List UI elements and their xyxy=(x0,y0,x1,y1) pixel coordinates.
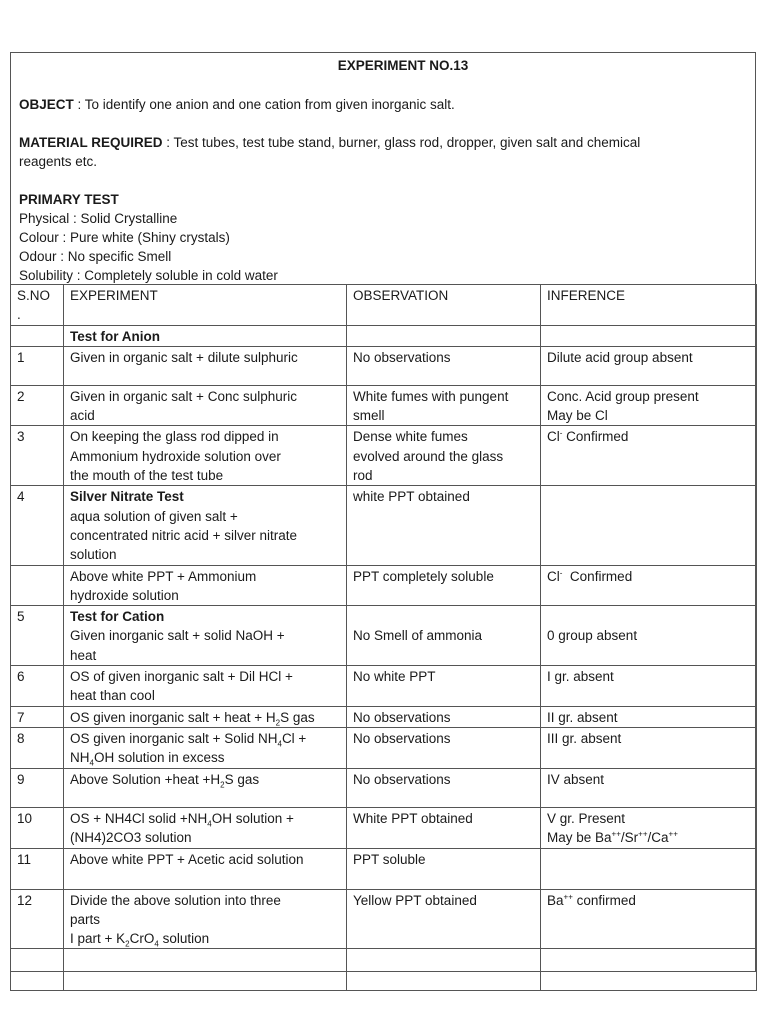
primary-test-block xyxy=(19,190,747,285)
observation-cell: White fumes with pungent smell xyxy=(347,385,541,426)
physical-line: Physical : Solid Crystalline xyxy=(19,211,178,226)
table-row xyxy=(11,606,757,666)
experiment-cell: OS given inorganic salt + heat + $H_2S$ gas xyxy=(64,706,347,727)
observation-cell: PPT soluble xyxy=(347,848,541,889)
table-row xyxy=(11,565,757,606)
table-row xyxy=(11,727,757,768)
table-row xyxy=(11,385,757,426)
experiment-cell: Above white PPT + Ammonium hydroxide solution xyxy=(64,565,347,606)
anion-heading: Test for Anion xyxy=(64,325,347,346)
primary-test-heading: PRIMARY TEST xyxy=(19,192,119,207)
observation-cell: No white PPT xyxy=(347,666,541,707)
sno-cell: 5 xyxy=(11,606,64,666)
object-line xyxy=(19,95,747,114)
sno-cell: 12 xyxy=(11,889,64,949)
object-label: OBJECT xyxy=(19,97,74,112)
observation-cell: Dense white fumes evolved around the glass rod xyxy=(347,426,541,486)
material-line xyxy=(19,133,747,171)
experiment-cell: Silver Nitrate Test aqua solution of given salt + concentrated nitric acid + silver nitrate solution xyxy=(64,486,347,565)
table-row xyxy=(11,426,757,486)
table-header-row xyxy=(11,285,757,326)
inference-cell: III gr. absent xyxy=(541,727,757,768)
sno-cell: 4 xyxy=(11,486,64,565)
experiment-cell: OS + NH4Cl solid $+NH_4OH$ solution + (NH4)2CO3 solution xyxy=(64,807,347,848)
odour-line: Odour : No specific Smell xyxy=(19,249,172,264)
experiment-cell: Given in organic salt + dilute sulphuric xyxy=(64,346,347,385)
table-row xyxy=(11,666,757,707)
observation-cell: white PPT obtained xyxy=(347,486,541,565)
table-row xyxy=(11,768,757,807)
observation-cell: No observations xyxy=(347,346,541,385)
sno-cell: 11 xyxy=(11,848,64,889)
inference-cell: Conc. Acid group present May be Cl xyxy=(541,385,757,426)
header-experiment: EXPERIMENT xyxy=(64,285,347,326)
header-sno: S.NO . xyxy=(11,285,64,326)
sno-cell: 8 xyxy=(11,727,64,768)
experiment-title: EXPERIMENT NO.13 xyxy=(337,58,469,73)
table-row xyxy=(11,848,757,889)
table-row xyxy=(11,346,757,385)
sno-cell: 9 xyxy=(11,768,64,807)
observation-cell: No Smell of ammonia xyxy=(347,606,541,666)
table-row xyxy=(11,807,757,848)
inference-cell: 0 group absent xyxy=(541,606,757,666)
inference-cell: I gr. absent xyxy=(541,666,757,707)
inference-cell: Ba++ confirmed xyxy=(541,889,757,949)
experiment-cell: OS given inorganic salt + Solid $NH_4Cl$ + $NH_4OH$ solution in excess xyxy=(64,727,347,768)
colour-line: Colour : Pure white (Shiny crystals) xyxy=(19,230,230,245)
header-observation: OBSERVATION xyxy=(347,285,541,326)
table-row xyxy=(11,889,757,949)
inference-cell: II gr. absent xyxy=(541,706,757,727)
experiment-cell: Divide the above solution into three parts I part + $K_2CrO_4$ solution xyxy=(64,889,347,949)
experiment-cell: OS of given inorganic salt + Dil HCl + heat than cool xyxy=(64,666,347,707)
inference-cell: V gr. Present May be Ba++/Sr++/Ca++ xyxy=(541,807,757,848)
observation-cell: No observations xyxy=(347,706,541,727)
material-text-cont: reagents etc. xyxy=(19,154,98,169)
experiment-cell: Above white PPT + Acetic acid solution xyxy=(64,848,347,889)
table-row xyxy=(11,325,757,346)
inference-cell: Cl- Confirmed xyxy=(541,426,757,486)
sno-cell: 1 xyxy=(11,346,64,385)
observation-cell: No observations xyxy=(347,768,541,807)
material-label: MATERIAL REQUIRED xyxy=(19,135,163,150)
experiment-cell: On keeping the glass rod dipped in Ammonium hydroxide solution over the mouth of the test tube xyxy=(64,426,347,486)
observation-cell: White PPT obtained xyxy=(347,807,541,848)
sno-cell: 2 xyxy=(11,385,64,426)
experiment-page xyxy=(10,52,756,972)
experiment-cell: Above Solution +heat $+H_2S$ gas xyxy=(64,768,347,807)
object-text: : To identify one anion and one cation from given inorganic salt. xyxy=(77,97,455,112)
observation-cell: PPT completely soluble xyxy=(347,565,541,606)
sno-cell: 3 xyxy=(11,426,64,486)
results-table xyxy=(10,284,757,991)
experiment-cell: Test for Cation Given inorganic salt + solid NaOH + heat xyxy=(64,606,347,666)
inference-cell: Dilute acid group absent xyxy=(541,346,757,385)
solubility-line: Solubility : Completely soluble in cold water xyxy=(19,268,278,283)
experiment-cell: Given in organic salt + Conc sulphuric acid xyxy=(64,385,347,426)
observation-cell: No observations xyxy=(347,727,541,768)
inference-cell: IV absent xyxy=(541,768,757,807)
observation-cell: Yellow PPT obtained xyxy=(347,889,541,949)
table-row xyxy=(11,706,757,727)
table-row xyxy=(11,486,757,565)
header-inference: INFERENCE xyxy=(541,285,757,326)
material-text: : Test tubes, test tube stand, burner, glass rod, dropper, given salt and chemical xyxy=(166,135,641,150)
sno-cell: 7 xyxy=(11,706,64,727)
table-row xyxy=(11,949,757,991)
sno-cell: 6 xyxy=(11,666,64,707)
sno-cell: 10 xyxy=(11,807,64,848)
inference-cell: Cl- Confirmed xyxy=(541,565,757,606)
